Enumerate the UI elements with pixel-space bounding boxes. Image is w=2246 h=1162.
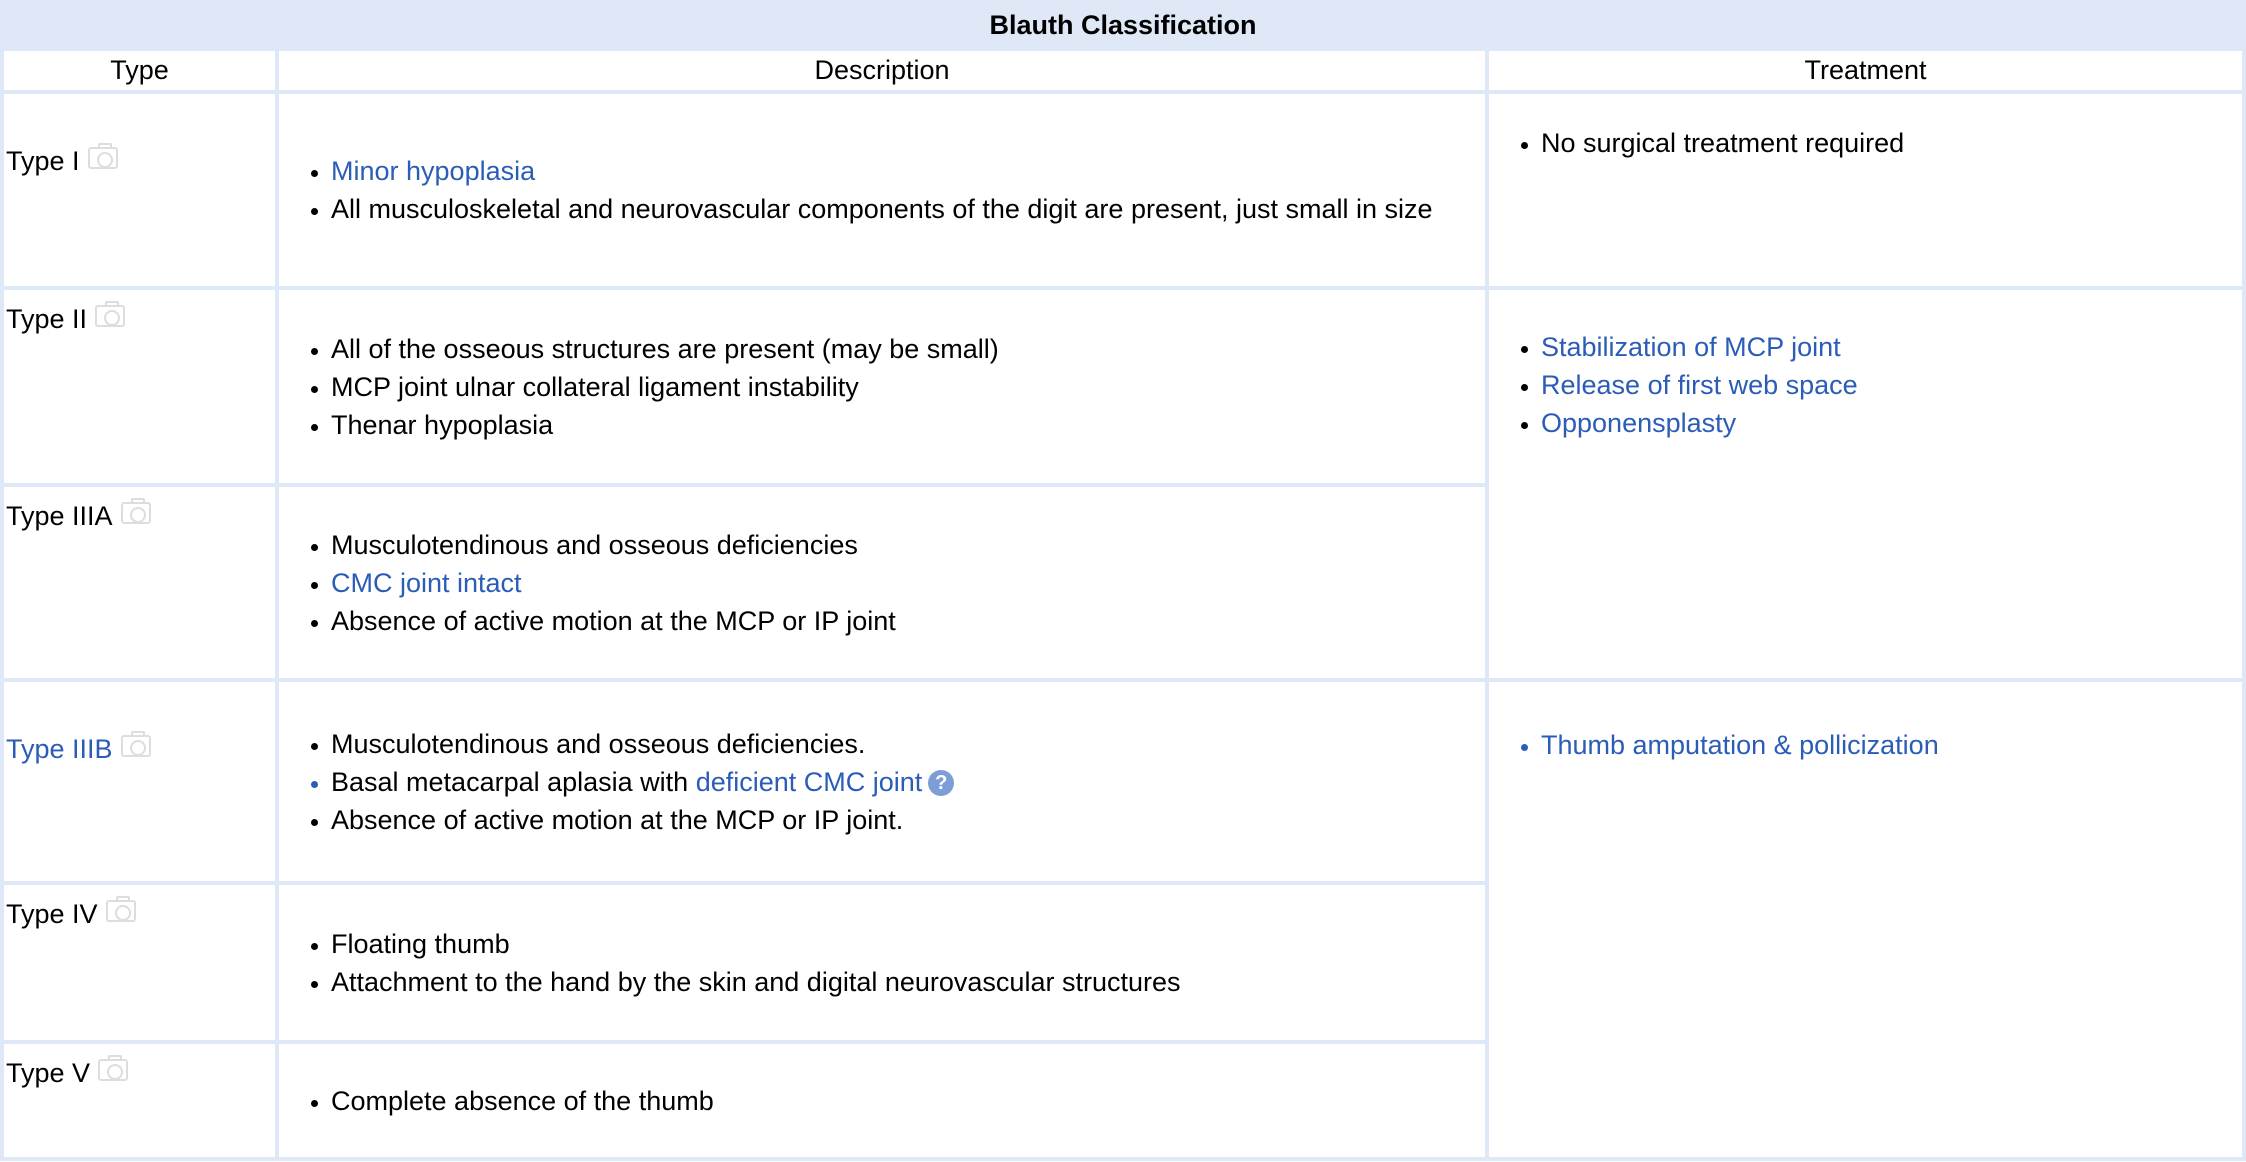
camera-icon[interactable]: [121, 502, 151, 524]
list-item: • Musculotendinous and osseous deficiencies: [331, 526, 1485, 564]
table-title: Blauth Classification: [2, 2, 2244, 49]
table-row: [2, 92, 2244, 288]
list-item: • No surgical treatment required: [1541, 124, 2242, 162]
table-row: [2, 680, 2244, 883]
list-item: • All of the osseous structures are present (may be small): [331, 330, 1485, 368]
treatment-cell: [1487, 680, 2244, 1159]
header-description: Description: [277, 49, 1487, 92]
camera-icon[interactable]: [98, 1059, 128, 1081]
camera-icon[interactable]: [88, 147, 118, 169]
type-cell: [2, 288, 277, 485]
link-deficient-cmc-joint[interactable]: deficient CMC joint: [695, 766, 923, 797]
treatment-cell: [1487, 92, 2244, 288]
list-item: • Absence of active motion at the MCP or IP joint: [331, 602, 1485, 640]
type-label: Type I: [6, 146, 80, 176]
help-icon[interactable]: ?: [928, 770, 954, 796]
description-cell: [277, 92, 1487, 288]
type-cell: [2, 883, 277, 1042]
list-item: • Attachment to the hand by the skin and digital neurovascular structures: [331, 963, 1485, 1001]
camera-icon[interactable]: [95, 305, 125, 327]
list-item: [331, 763, 1485, 801]
list-item: • MCP joint ulnar collateral ligament instability: [331, 368, 1485, 406]
list-item: • Thenar hypoplasia: [331, 406, 1485, 444]
description-cell: [277, 288, 1487, 485]
link-release-web-space[interactable]: Release of first web space: [1541, 370, 1858, 400]
list-item-text: Basal metacarpal aplasia with: [331, 766, 696, 797]
camera-icon[interactable]: [121, 735, 151, 757]
description-cell: [277, 1042, 1487, 1159]
type-cell: [2, 680, 277, 883]
type-cell: [2, 485, 277, 680]
treatment-cell: [1487, 288, 2244, 680]
type-cell: [2, 1042, 277, 1159]
type-cell: [2, 92, 277, 288]
link-thumb-amputation-pollicization[interactable]: Thumb amputation & pollicization: [1541, 730, 1939, 760]
link-stabilization-mcp[interactable]: Stabilization of MCP joint: [1541, 332, 1841, 362]
description-cell: [277, 680, 1487, 883]
header-treatment: Treatment: [1487, 49, 2244, 92]
camera-icon[interactable]: [106, 900, 136, 922]
link-minor-hypoplasia[interactable]: Minor hypoplasia: [331, 156, 536, 186]
description-cell: [277, 485, 1487, 680]
link-cmc-joint-intact[interactable]: CMC joint intact: [331, 567, 522, 598]
table-row: [2, 288, 2244, 485]
description-cell: [277, 883, 1487, 1042]
list-item: • Complete absence of the thumb: [331, 1082, 1485, 1120]
link-opponensplasty[interactable]: Opponensplasty: [1541, 408, 1737, 438]
list-item: • Absence of active motion at the MCP or IP joint.: [331, 801, 1485, 839]
type-label: Type IV: [6, 899, 98, 929]
list-item: • Musculotendinous and osseous deficiencies.: [331, 725, 1485, 763]
type-label: Type II: [6, 304, 88, 334]
header-type: Type: [2, 49, 277, 92]
type-label: Type V: [6, 1058, 91, 1088]
list-item: • Floating thumb: [331, 925, 1485, 963]
list-item: • All musculoskeletal and neurovascular components of the digit are present, just small in size: [331, 190, 1485, 228]
type-label: Type IIIA: [6, 501, 113, 531]
type-iiib-link[interactable]: Type IIIB: [6, 734, 113, 764]
